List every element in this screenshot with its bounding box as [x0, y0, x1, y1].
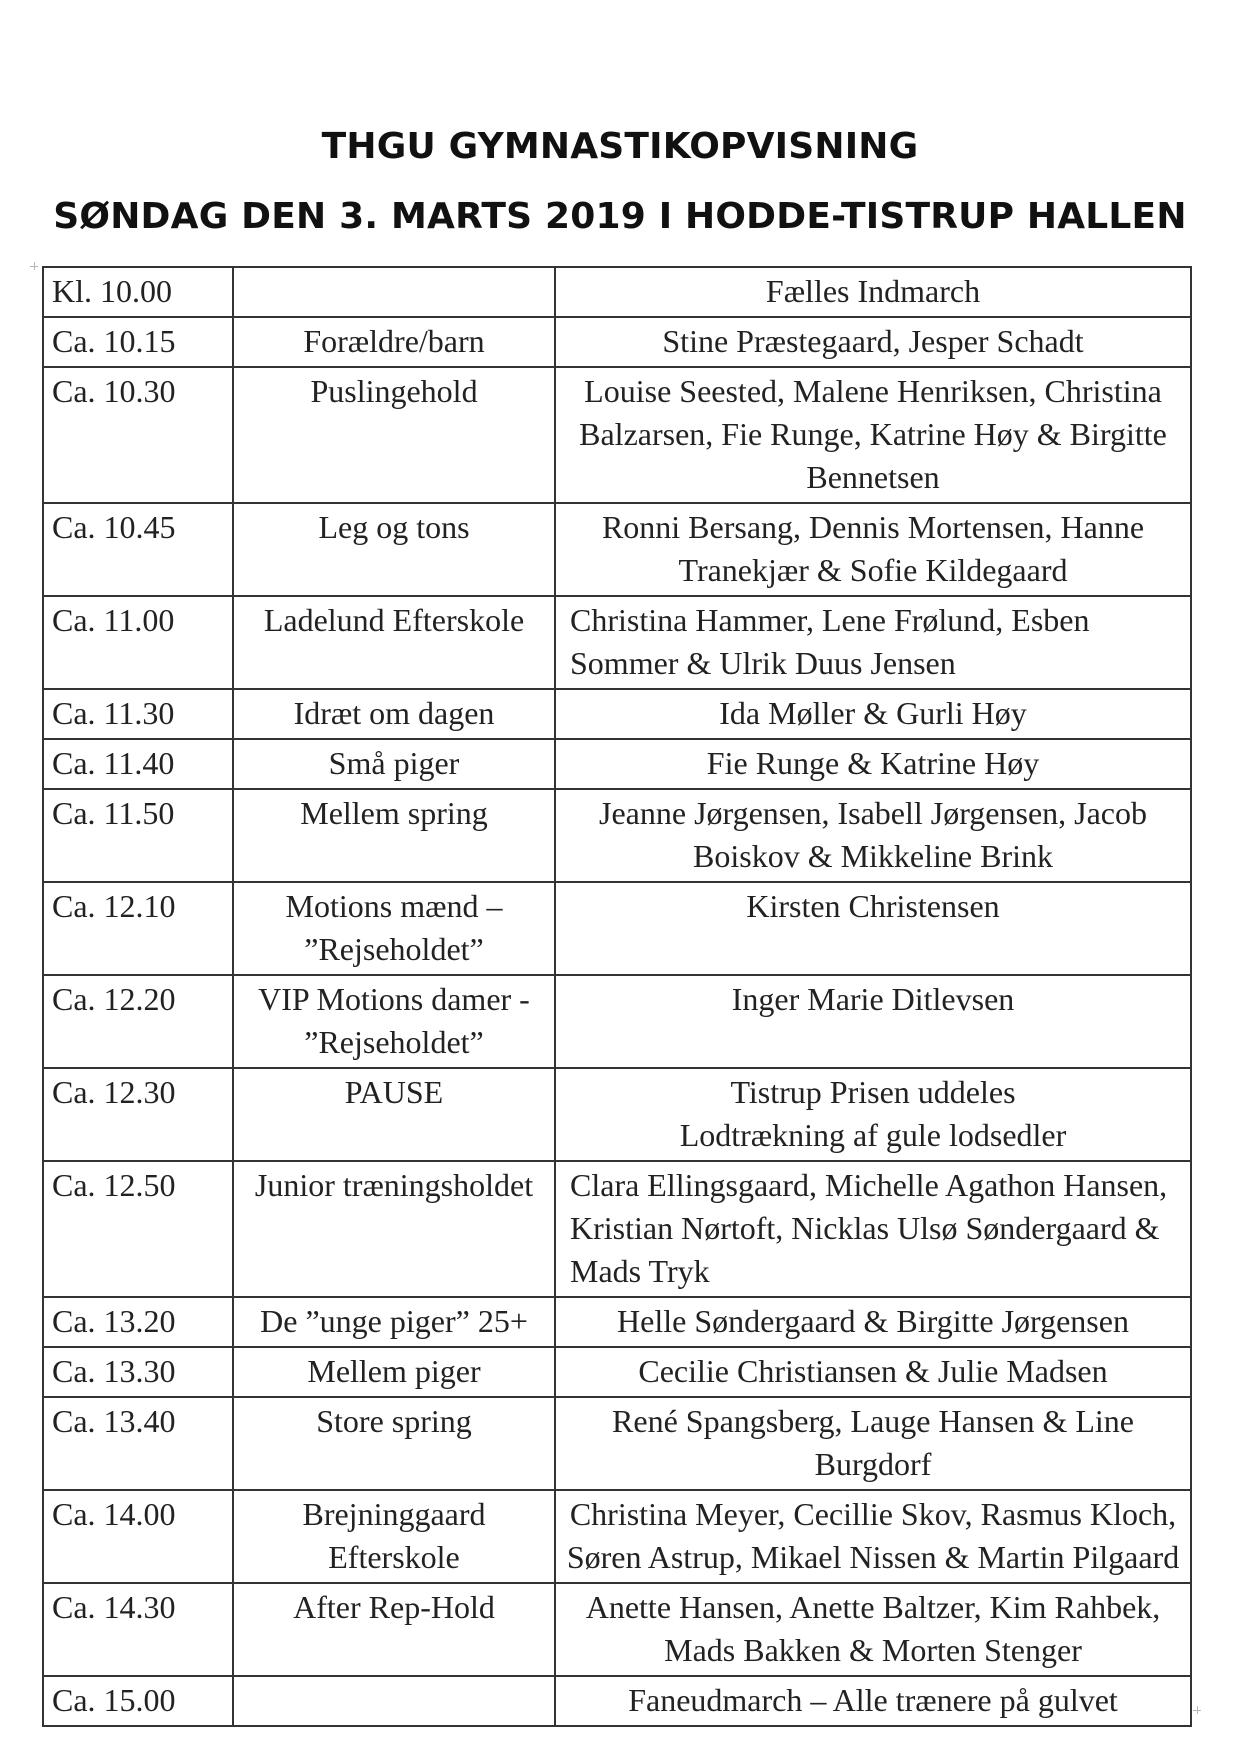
trainers-line: Tistrup Prisen uddeles: [730, 1074, 1016, 1110]
table-row: [43, 1490, 1191, 1583]
time-cell: Ca. 13.20: [43, 1297, 233, 1347]
table-row: [43, 317, 1191, 367]
table-row: [43, 1397, 1191, 1490]
trainers-cell: [555, 1068, 1191, 1161]
table-row: [43, 689, 1191, 739]
table-row: [43, 503, 1191, 596]
time-cell: Ca. 12.20: [43, 975, 233, 1068]
table-row: [43, 1676, 1191, 1726]
team-cell: De ”unge piger” 25+: [233, 1297, 555, 1347]
trainers-cell: Inger Marie Ditlevsen: [555, 975, 1191, 1068]
table-row: [43, 1583, 1191, 1676]
team-cell: Puslingehold: [233, 367, 555, 503]
trainers-cell: René Spangsberg, Lauge Hansen & Line Burgdorf: [555, 1397, 1191, 1490]
time-cell: Ca. 10.45: [43, 503, 233, 596]
table-row: [43, 789, 1191, 882]
time-cell: Ca. 12.10: [43, 882, 233, 975]
table-row: [43, 1297, 1191, 1347]
trainers-cell: Ida Møller & Gurli Høy: [555, 689, 1191, 739]
time-cell: Kl. 10.00: [43, 267, 233, 317]
time-cell: Ca. 12.30: [43, 1068, 233, 1161]
team-cell: PAUSE: [233, 1068, 555, 1161]
trainers-cell: Jeanne Jørgensen, Isabell Jørgensen, Jacob Boiskov & Mikkeline Brink: [555, 789, 1191, 882]
table-row: [43, 267, 1191, 317]
team-cell: Idræt om dagen: [233, 689, 555, 739]
crop-mark-bottom-right-h: [1193, 1710, 1201, 1711]
trainers-cell: Christina Meyer, Cecillie Skov, Rasmus Kloch, Søren Astrup, Mikael Nissen & Martin Pilgaard: [555, 1490, 1191, 1583]
time-cell: Ca. 14.00: [43, 1490, 233, 1583]
time-cell: Ca. 11.00: [43, 596, 233, 689]
table-row: [43, 1068, 1191, 1161]
trainers-cell: Faneudmarch – Alle trænere på gulvet: [555, 1676, 1191, 1726]
table-row: [43, 739, 1191, 789]
table-row: [43, 1347, 1191, 1397]
team-cell: After Rep-Hold: [233, 1583, 555, 1676]
trainers-cell: Christina Hammer, Lene Frølund, Esben Sommer & Ulrik Duus Jensen: [555, 596, 1191, 689]
team-cell: Forældre/barn: [233, 317, 555, 367]
schedule-table: [42, 266, 1192, 1727]
time-cell: Ca. 13.40: [43, 1397, 233, 1490]
time-cell: Ca. 10.30: [43, 367, 233, 503]
trainers-cell: Helle Søndergaard & Birgitte Jørgensen: [555, 1297, 1191, 1347]
table-row: [43, 882, 1191, 975]
table-row: [43, 1161, 1191, 1297]
crop-mark-top-left-h: [30, 266, 38, 267]
time-cell: Ca. 14.30: [43, 1583, 233, 1676]
trainers-cell: Fælles Indmarch: [555, 267, 1191, 317]
time-cell: Ca. 11.40: [43, 739, 233, 789]
team-cell: Mellem piger: [233, 1347, 555, 1397]
table-row: [43, 367, 1191, 503]
trainers-cell: Anette Hansen, Anette Baltzer, Kim Rahbek, Mads Bakken & Morten Stenger: [555, 1583, 1191, 1676]
time-cell: Ca. 10.15: [43, 317, 233, 367]
time-cell: Ca. 15.00: [43, 1676, 233, 1726]
team-cell: Små piger: [233, 739, 555, 789]
time-cell: Ca. 13.30: [43, 1347, 233, 1397]
team-cell: Motions mænd – ”Rejseholdet”: [233, 882, 555, 975]
team-cell: Junior træningsholdet: [233, 1161, 555, 1297]
page-title: THGU GYMNASTIKOPVISNING: [321, 126, 919, 167]
time-cell: Ca. 11.30: [43, 689, 233, 739]
team-cell: Store spring: [233, 1397, 555, 1490]
team-cell: VIP Motions damer - ”Rejseholdet”: [233, 975, 555, 1068]
page-subtitle: SØNDAG DEN 3. MARTS 2019 I HODDE-TISTRUP HALLEN: [53, 196, 1187, 237]
trainers-cell: Fie Runge & Katrine Høy: [555, 739, 1191, 789]
table-row: [43, 596, 1191, 689]
team-cell: Mellem spring: [233, 789, 555, 882]
team-cell: Ladelund Efterskole: [233, 596, 555, 689]
trainers-cell: Clara Ellingsgaard, Michelle Agathon Hansen, Kristian Nørtoft, Nicklas Ulsø Søndergaard & Mads Tryk: [555, 1161, 1191, 1297]
team-cell: [233, 1676, 555, 1726]
table-row: [43, 975, 1191, 1068]
trainers-line: Lodtrækning af gule lodsedler: [679, 1117, 1067, 1153]
team-cell: Leg og tons: [233, 503, 555, 596]
trainers-cell: Cecilie Christiansen & Julie Madsen: [555, 1347, 1191, 1397]
team-cell: Brejninggaard Efterskole: [233, 1490, 555, 1583]
team-cell: [233, 267, 555, 317]
trainers-cell: Kirsten Christensen: [555, 882, 1191, 975]
trainers-cell: Louise Seested, Malene Henriksen, Christina Balzarsen, Fie Runge, Katrine Høy & Birgitte Bennetsen: [555, 367, 1191, 503]
trainers-cell: Stine Præstegaard, Jesper Schadt: [555, 317, 1191, 367]
time-cell: Ca. 11.50: [43, 789, 233, 882]
time-cell: Ca. 12.50: [43, 1161, 233, 1297]
trainers-cell: Ronni Bersang, Dennis Mortensen, Hanne Tranekjær & Sofie Kildegaard: [555, 503, 1191, 596]
